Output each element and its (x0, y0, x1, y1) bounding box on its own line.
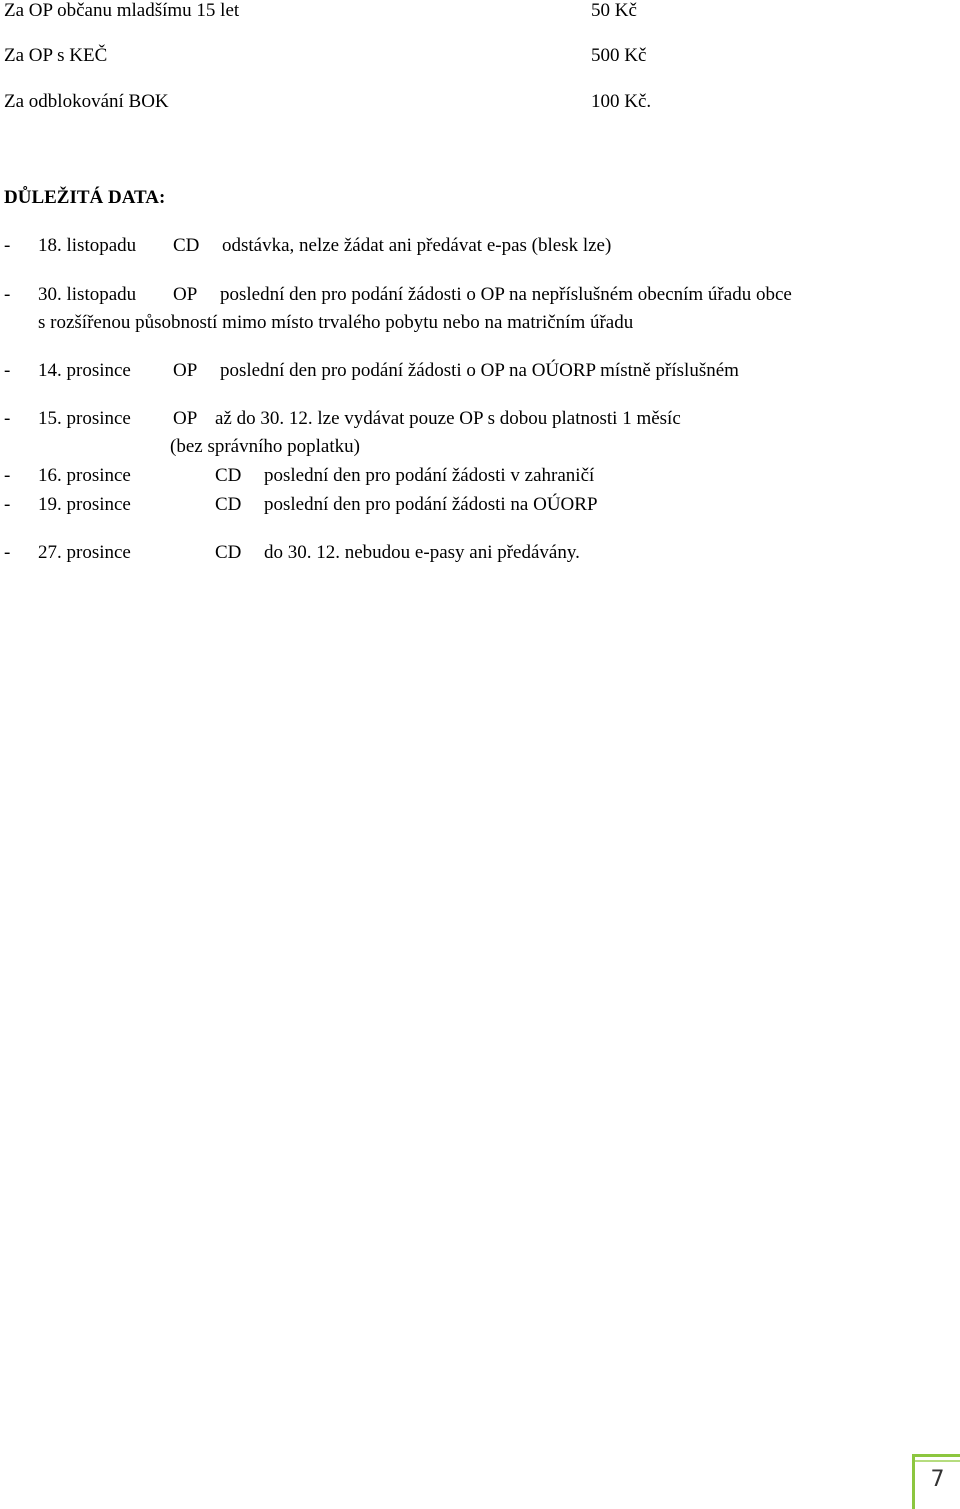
item-code: OP (173, 284, 198, 305)
section-heading: DŮLEŽITÁ DATA: (4, 187, 166, 208)
item-text: poslední den pro podání žádosti v zahraničí (264, 465, 595, 486)
item-dash: - (4, 284, 11, 305)
fee-amount: 500 Kč (591, 45, 647, 66)
item-date: 18. listopadu (38, 235, 137, 256)
item-dash: - (4, 360, 11, 381)
item-text: odstávka, nelze žádat ani předávat e-pas (blesk lze) (222, 235, 612, 256)
item-text: až do 30. 12. lze vydávat pouze OP s dobou platnosti 1 měsíc (215, 408, 681, 429)
item-dash: - (4, 542, 11, 563)
item-date: 16. prosince (38, 465, 131, 486)
fee-label: Za OP s KEČ (4, 45, 108, 66)
item-dash: - (4, 235, 11, 256)
item-text: poslední den pro podání žádosti na OÚORP (264, 494, 598, 515)
item-text-continuation: (bez správního poplatku) (170, 436, 360, 457)
item-dash: - (4, 494, 11, 515)
item-text: do 30. 12. nebudou e-pasy ani předávány. (264, 542, 580, 563)
item-code: CD (215, 465, 242, 486)
item-date: 15. prosince (38, 408, 131, 429)
item-code: OP (173, 408, 198, 429)
item-text: poslední den pro podání žádosti o OP na OÚORP místně příslušném (220, 360, 739, 381)
item-text-continuation: s rozšířenou působností mimo místo trvalého pobytu nebo na matričním úřadu (38, 312, 634, 333)
item-date: 27. prosince (38, 542, 131, 563)
fee-amount: 100 Kč. (591, 91, 652, 112)
item-date: 30. listopadu (38, 284, 137, 305)
item-dash: - (4, 408, 11, 429)
item-text: poslední den pro podání žádosti o OP na nepříslušném obecním úřadu obce (220, 284, 792, 305)
fee-label: Za OP občanu mladšímu 15 let (4, 0, 240, 21)
item-date: 14. prosince (38, 360, 131, 381)
item-code: CD (215, 494, 242, 515)
page-number: 7 (930, 1467, 945, 1492)
item-code: OP (173, 360, 198, 381)
item-code: CD (173, 235, 200, 256)
fee-label: Za odblokování BOK (4, 91, 169, 112)
item-dash: - (4, 465, 11, 486)
item-date: 19. prosince (38, 494, 131, 515)
page-number-box (912, 1454, 960, 1509)
item-code: CD (215, 542, 242, 563)
fee-amount: 50 Kč (591, 0, 637, 21)
